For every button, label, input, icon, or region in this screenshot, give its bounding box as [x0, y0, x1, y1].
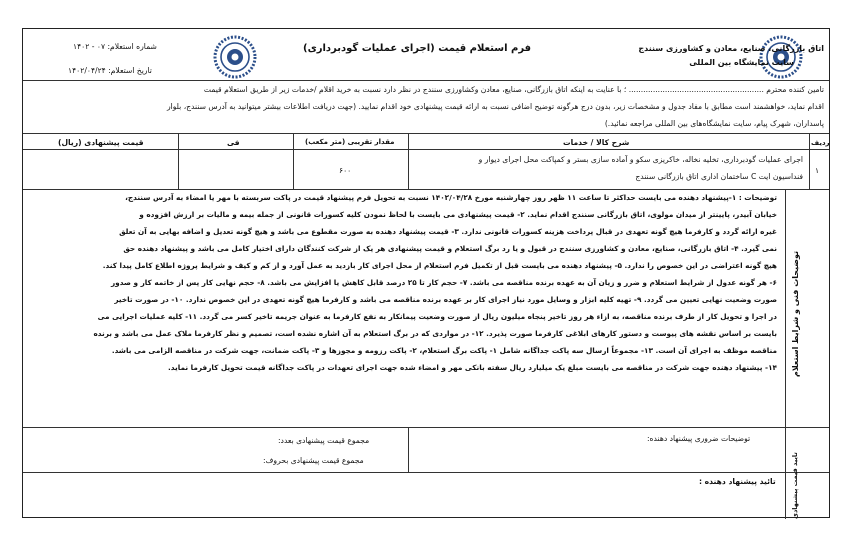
col-divider-unit [178, 133, 179, 189]
intro-line-2: اقدام نماید، خواهشمند است مطابق با مفاد جدول و مشخصات زیر، بدون درج هرگونه توضیح اضافی نسبت به ارائه قیمت پیشنهادی خود اقدام نمایید. (جهت دریافت اطلاعات بیشتر میتوانید به آدرس سنندج، بلوار [166, 102, 824, 111]
header-divider [23, 80, 829, 81]
org-subname: سایت نمایشگاه بین المللی [689, 58, 794, 67]
condition-line: صورت وضعیت نهایی تعیین می گردد. ۹- تهیه کلیه ابزار و وسایل مورد نیاز اجرای کار بر عهده برنده مناقصه می باشد و کارفرما هیچ گونه تعهدی در این خصوص ندارد. ۱۰- در صورت تاخیر [114, 295, 777, 304]
col-header-qty: مقدار تقریبی (متر مکعب) [305, 138, 395, 146]
condition-line: ۱۴- پیشنهاد دهنده جهت شرکت در مناقصه می بایست مبلغ یک میلیارد ریال سفته بانکی مهر و امضاء شده جهت اجرای تعهدات در پاکت جداگانه قیمت تحویل کارفرما نماید. [167, 363, 777, 372]
form-title: فرم استعلام قیمت (اجرای عملیات گودبرداری) [303, 43, 532, 54]
col-header-total: قیمت پیشنهادی (ریال) [58, 138, 144, 147]
condition-line: خیابان آبیدر، پایینتر از میدان مولوی، اتاق بازرگانی سنندج اقدام نماید. ۲- قیمت پیشنهادی می بایست با لحاظ نمودن کلیه کسورات قانونی از جمله بیمه و مالیات بر ارزش افزوده و [139, 210, 777, 219]
condition-line: نمی گیرد. ۴- اتاق بازرگانی، صنایع، معادن و کشاورزی سنندج در قبول و یا رد برگ استعلام و قیمت پیشنهادی هر یک از شرکت کنندگان دارای اختیار کامل می باشد و پیشنهاد دهنده حق [123, 244, 777, 253]
row-desc-line-2: فنداسیون ایت C ساختمان اداری اتاق بازرگانی سنندج [635, 172, 803, 181]
side-column-divider [785, 189, 786, 519]
table-bottom-border [23, 189, 829, 190]
col-header-unit: فی [227, 138, 240, 147]
table-header-divider [23, 149, 829, 150]
condition-line: غیره ارائه گردد و کارفرما هیچ گونه تعهدی در قبال پرداخت هزینه کسورات قانونی ندارد. ۳- قیمت پیشنهاد دهنده به صورت مقطوع می باشد و هیچ گونه تعدیل و اضافه بهایی به آن تعلق [119, 227, 777, 236]
footer-divider [23, 472, 829, 473]
total-numeric-label: مجموع قیمت پیشنهادی بعدد: [278, 436, 370, 445]
col-divider-desc [408, 133, 409, 189]
condition-line: هیچ گونه اعتراضی در این خصوص را ندارد. ۵- پیشنهاد دهنده می بایست قبل از تکمیل فرم استعلام از محل اجرای کار بازدید به عمل آورد و از کم و کیف و شرایط پروژه اطلاع کامل پیدا کند. [102, 261, 777, 270]
inquiry-date: تاریخ استعلام: ۱۴۰۲/۰۴/۲۴ [68, 66, 152, 75]
col-header-desc: شرح کالا / خدمات [563, 138, 630, 147]
condition-line: در اجرا و تحویل کار از طرف برنده مناقصه، به ازاء هر روز تاخیر پنجاه میلیون ریال از صورت وضعیت پیمانکار به نفع کارفرما به عنوان جریمه تاخیر کسر می گردد. ۱۱- کلیه عملیات اجرایی می [97, 312, 777, 321]
inquiry-number: شماره استعلام: ۰۷ - ۱۴۰۲ [73, 42, 157, 51]
approval-side-label: تایید قیمت پیشنهادی [791, 452, 799, 519]
row-qty: ۶۰۰ [339, 166, 352, 175]
intro-line-3: پاسداران، شهرک پیام، سایت نمایشگاه‌های بین المللی مراجعه نمائید.) [604, 119, 824, 128]
table-top-border [23, 133, 829, 134]
org-name: اتاق بازرگانی، صنایع، معادن و کشاورزی سنندج [638, 44, 824, 53]
row-number: ۱ [815, 166, 820, 175]
bidder-notes-label: توضیحات ضروری پیشنهاد دهنده: [647, 434, 751, 443]
inquiry-form [22, 28, 830, 518]
intro-line-1: تامین کننده محترم ........................................................ ؛ با عنایت به اینکه اتاق بازرگانی، صنایع، معادن وکشاورزی سنندج در نظر دارد نسبت به خرید اقلام /خدمات زیر از طریق استعلام قیمت [203, 85, 824, 94]
total-words-label: مجموع قیمت پیشنهادی بحروف: [263, 456, 364, 465]
col-divider-row [809, 133, 810, 189]
condition-line: ۶- هر گونه عدول از شرایط استعلام و ضرر و زیان آن به عهده برنده مناقصه می باشد. ۷- حجم کار تا ۲۵ درصد قابل کاهش یا افزایش می باشد. ۸- حجم نهایی کار پس از خاتمه کار و صدور [110, 278, 777, 287]
conditions-bottom-border [23, 427, 829, 428]
col-divider-qty [293, 133, 294, 189]
condition-line: بایست بر اساس نقشه های پیوست و دستور کارهای ابلاغی کارفرما صورت پذیرد. ۱۲- در مواردی که در برگ استعلام به آن اشاره نشده است، تصمیم و نظر کارفرما ملاک عمل می باشد و برنده [93, 329, 777, 338]
footer-col-divider [408, 427, 409, 472]
col-header-row: ردیف [811, 139, 830, 147]
condition-line: توضیحات : ۱-پیشنهاد دهنده می بایست حداکثر تا ساعت ۱۱ ظهر روز چهارشنبه مورخ ۱۴۰۲/۰۴/۲۸ نسبت به تحویل فرم پیشنهاد قیمت در پاکت سربسته با مهر یا امضاء به آدرس سنندج، [125, 193, 777, 202]
row-desc-line-1: اجرای عملیات گودبرداری، تخلیه نخاله، خاکریزی سکو و آماده سازی بستر و کمپاکت محل اجرای دیوار و [478, 155, 803, 164]
conditions-text [27, 193, 783, 423]
approval-label: تائید پیشنهاد دهنده : [699, 477, 776, 486]
conditions-side-label: توضیحات فنی و شرایط استعلام [791, 250, 800, 378]
condition-line: مناقصه موظف به اجرای آن است. ۱۳- مجموعاً ارسال سه پاکت جداگانه شامل ۱- پاکت برگ استعلام، ۲- پاکت رزومه و مجوزها و ۳- پاکت ضمانت، جهت شرکت در مناقصه الزامی می باشد. [111, 346, 777, 355]
chamber-logo-left-icon [213, 35, 257, 79]
